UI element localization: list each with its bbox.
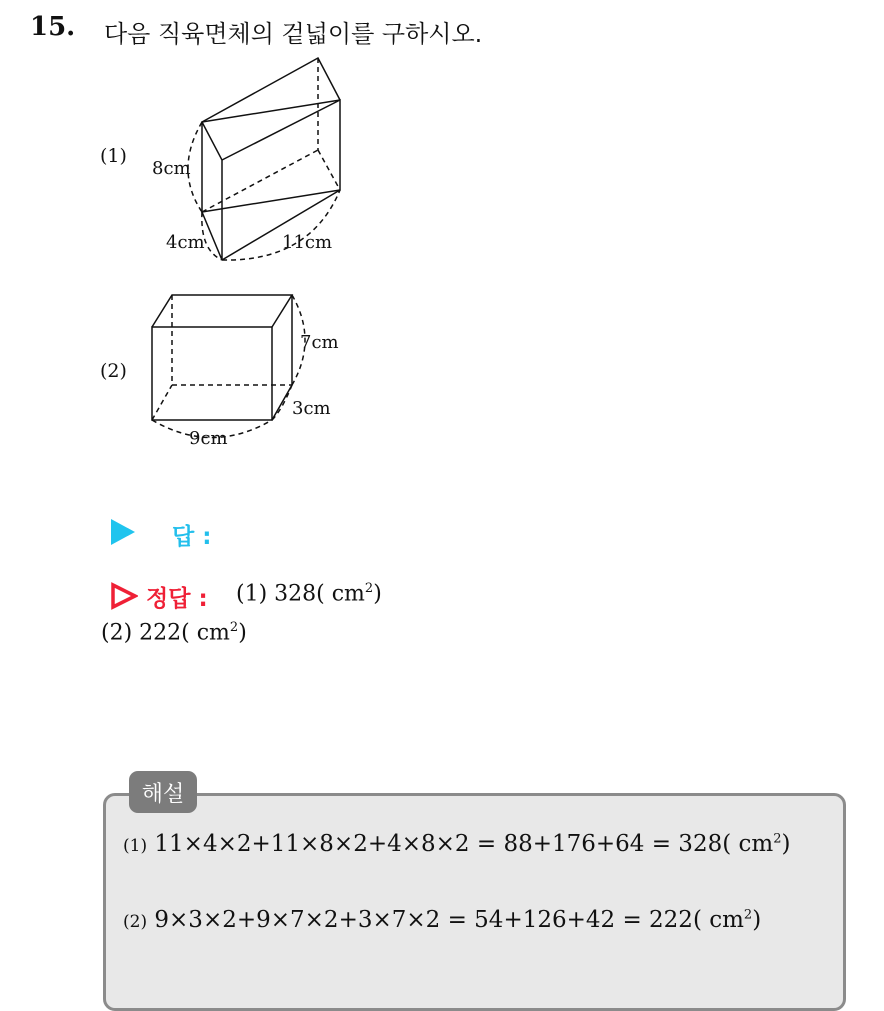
key-answer-2-text: (2) 222( cm <box>101 620 230 646</box>
key-answer-1-close: ) <box>373 581 382 607</box>
solution-line-2-close: ) <box>752 907 762 933</box>
answer-marker-icon <box>111 519 135 545</box>
solution-line-1 <box>123 831 790 857</box>
solution-line-2-text: 9×3×2+9×7×2+3×7×2 = 54+126+42 = 222( cm <box>154 907 744 933</box>
figure-1-label: (1) <box>100 145 127 167</box>
key-label: 정답 : <box>146 586 208 612</box>
solution-line-1-exponent: 2 <box>773 831 782 847</box>
answer-label: 답 : <box>172 524 212 550</box>
solution-line-1-text: 11×4×2+11×8×2+4×8×2 = 88+176+64 = 328( cm <box>154 831 774 857</box>
figure-2-depth: 3cm <box>292 398 331 419</box>
figure-2-label: (2) <box>100 360 127 382</box>
solution-line-2 <box>123 907 761 933</box>
solution-line-1-number: (1) <box>123 836 148 856</box>
solution-line-2-number: (2) <box>123 912 148 932</box>
question-text: 다음 직육면체의 겉넓이를 구하시오. <box>104 20 483 48</box>
figure-1-length: 11cm <box>282 232 333 253</box>
key-answer-2 <box>101 620 247 645</box>
solution-line-1-close: ) <box>781 831 791 857</box>
figure-1-depth: 4cm <box>166 232 205 253</box>
figure-2-length: 9cm <box>189 428 228 449</box>
solution-tab: 해설 <box>129 771 197 813</box>
key-marker-icon <box>110 582 138 610</box>
key-answer-1-exponent: 2 <box>364 581 374 596</box>
question-number: 15. <box>30 12 76 42</box>
figure-2-cuboid <box>140 285 360 455</box>
figure-2-height: 7cm <box>300 332 339 353</box>
key-answer-1 <box>236 581 382 606</box>
key-answer-1-text: (1) 328( cm <box>236 581 365 607</box>
solution-line-2-exponent: 2 <box>743 907 753 923</box>
figure-1-height: 8cm <box>152 158 191 179</box>
key-answer-2-close: ) <box>238 620 247 646</box>
key-answer-2-exponent: 2 <box>229 620 239 635</box>
solution-box <box>103 793 846 1011</box>
